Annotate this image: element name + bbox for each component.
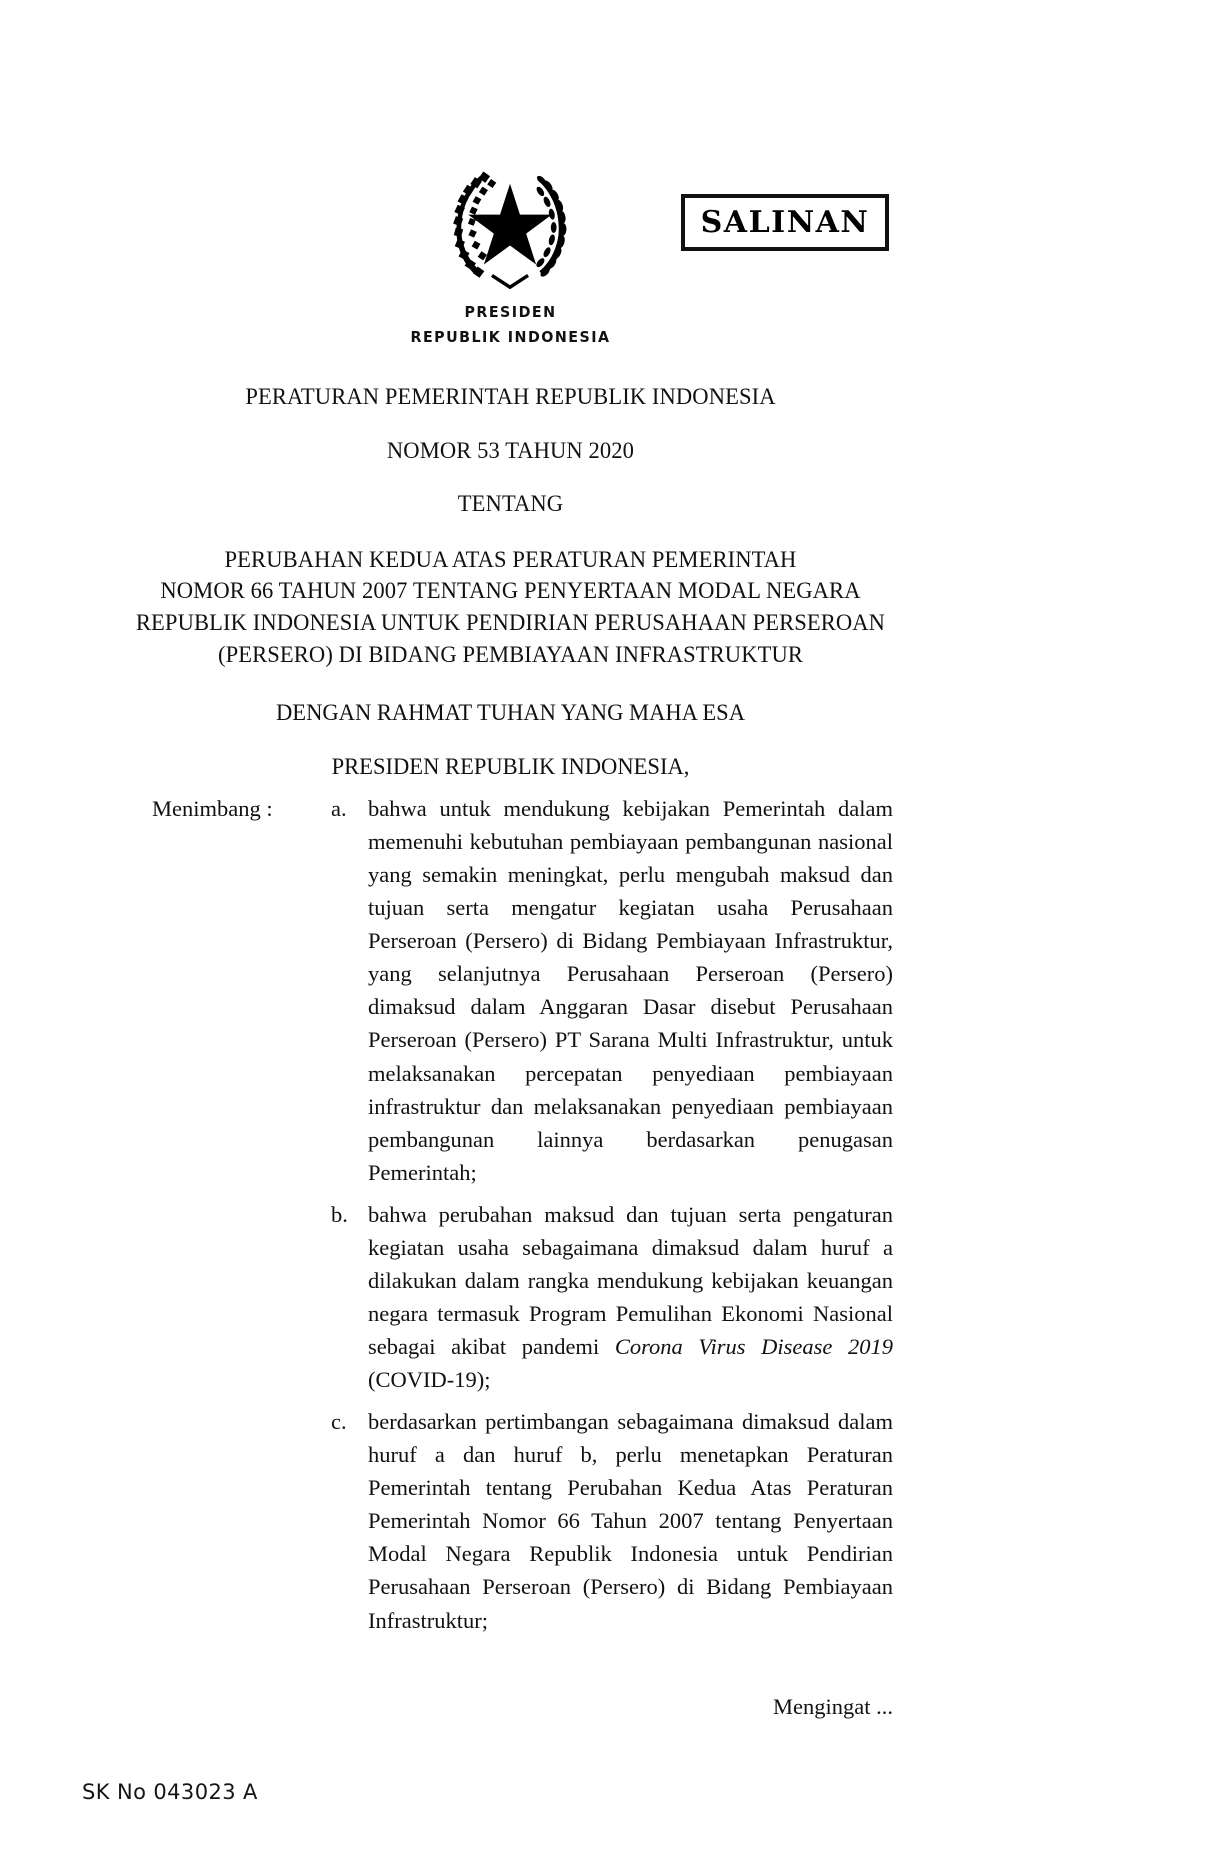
footer-sk-number: SK No 043023 A <box>82 1780 258 1804</box>
clause-b-part-2: (COVID-19); <box>368 1367 491 1393</box>
clause-text-c: berdasarkan pertimbangan sebagaimana dimaksud dalam huruf a dan huruf b, perlu menetapkan Peraturan Pemerintah tentang Perubahan Kedua Atas Peraturan Pemerintah Nomor 66 Tahun 2007 tentang Penyertaan Modal Negara Republik Indonesia untuk Pendirian Perusahaan Perseroan (Persero) di Bidang Pembiayaan Infrastruktur; <box>368 1409 893 1633</box>
considering-clause-a <box>331 792 893 1189</box>
institution-heading <box>0 300 1021 350</box>
preamble-authority: PRESIDEN REPUBLIK INDONESIA, <box>331 753 690 780</box>
clause-marker-a: a. <box>331 796 347 821</box>
salinan-stamp-label: SALINAN <box>700 204 870 240</box>
salinan-stamp-box <box>681 194 889 251</box>
clause-text-a: bahwa untuk mendukung kebijakan Pemerintah dalam memenuhi kebutuhan pembiayaan pembangunan nasional yang semakin meningkat, perlu mengubah maksud dan tujuan serta mengatur kegiatan usaha Perusahaan Perseroan (Persero) di Bidang Pembiayaan Infrastruktur, yang selanjutnya Perusahaan Perseroan (Persero) dimaksud dalam Anggaran Dasar disebut Perusahaan Perseroan (Persero) PT Sarana Multi Infrastruktur, untuk melaksanakan percepatan penyediaan pembiayaan infrastruktur dan melaksanakan penyediaan pembiayaan pembangunan lainnya berdasarkan penugasan Pemerintah; <box>368 796 893 1185</box>
institution-line-presiden: PRESIDEN <box>464 303 557 321</box>
title-subject-line-2: NOMOR 66 TAHUN 2007 TENTANG PENYERTAAN MODAL NEGARA <box>160 578 861 605</box>
institution-line-republik-indonesia: REPUBLIK INDONESIA <box>410 327 611 346</box>
document-header <box>0 0 1221 400</box>
considering-clause-list <box>331 792 893 1646</box>
preamble-block <box>0 702 1021 779</box>
title-subject-line-3: REPUBLIK INDONESIA UNTUK PENDIRIAN PERUSAHAAN PERSEROAN <box>135 609 886 636</box>
clause-b-italic-disease-name: Corona Virus Disease 2019 <box>614 1334 893 1359</box>
preamble-invocation: DENGAN RAHMAT TUHAN YANG MAHA ESA <box>276 700 745 726</box>
clause-marker-c: c. <box>331 1409 347 1435</box>
clause-marker-b: b. <box>331 1201 348 1227</box>
considering-clause-b <box>331 1198 893 1396</box>
page-catchword: Mengingat ... <box>773 1694 893 1719</box>
title-subject-line-1: PERUBAHAN KEDUA ATAS PERATURAN PEMERINTAH <box>224 546 797 573</box>
indonesian-presidential-emblem-icon <box>434 142 586 294</box>
clause-b-part-1: bahwa perubahan maksud dan tujuan serta pengaturan kegiatan usaha sebagaimana dimaksud dalam huruf a dilakukan dalam rangka mendukung kebijakan keuangan negara termasuk Program Pemulihan Ekonomi Nasional sebagai akibat pandemi <box>368 1201 893 1359</box>
title-regulation-number: NOMOR 53 TAHUN 2020 <box>386 437 635 464</box>
considering-label: Menimbang : <box>152 796 273 821</box>
considering-clause-c <box>331 1405 893 1636</box>
title-tentang: TENTANG <box>457 491 564 517</box>
title-subject-line-4: (PERSERO) DI BIDANG PEMBIAYAAN INFRASTRUKTUR <box>218 641 804 668</box>
title-regulation-type: PERATURAN PEMERINTAH REPUBLIK INDONESIA <box>245 384 776 410</box>
regulation-title-block <box>0 386 1021 671</box>
clause-text-b <box>368 1198 893 1396</box>
